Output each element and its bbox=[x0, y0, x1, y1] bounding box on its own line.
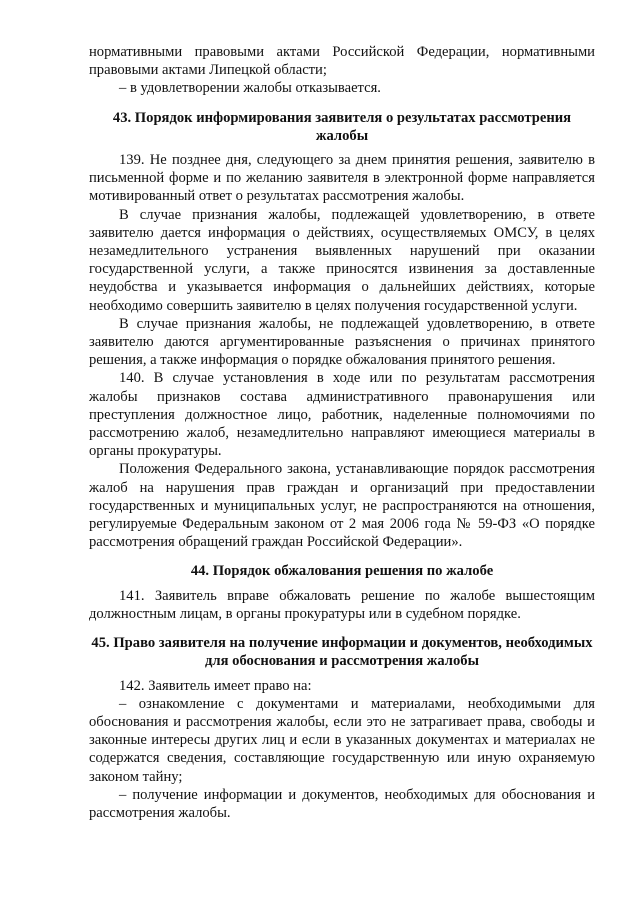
paragraph-139-satisfied: В случае признания жалобы, подлежащей удовлетворению, в ответе заявителю дается информация о действиях, осуществляемых ОМСУ, в целях незамедлительного устранения выявленных нарушений при оказании государственной услуги, а также приносятся извинения за доставленные неудобства и указывается информация о дальнейших действиях, которые необходимо совершить заявителю в целях получения государственной услуги. bbox=[89, 206, 595, 314]
section-heading-43: 43. Порядок информирования заявителя о результатах рассмотрения жалобы bbox=[112, 109, 572, 144]
paragraph-140: 140. В случае установления в ходе или по результатам рассмотрения жалобы признаков состава административного правонарушения или преступления должностное лицо, работник, наделенные полномочиями по рассмотрению жалоб, незамедлительно направляют имеющиеся материалы в органы прокуратуры. bbox=[89, 370, 595, 460]
paragraph-140-law: Положения Федерального закона, устанавливающие порядок рассмотрения жалоб на нарушения прав граждан и организаций при предоставлении государственных и муниципальных услуг, не распространяются на отношения, регулируемые Федеральным законом от 2 мая 2006 года № 59-ФЗ «О порядке рассмотрения обращений граждан Российской Федерации». bbox=[89, 461, 595, 551]
paragraph-142: 142. Заявитель имеет право на: bbox=[119, 677, 312, 694]
list-item-familiarization: – ознакомление с документами и материалами, необходимыми для обоснования и рассмотрения жалобы, если это не затрагивает права, свободы и законные интересы других лиц и если в указанных документах и материалах не содержатся сведения, составляющие государственную или иную охраняемую законом тайну; bbox=[89, 695, 595, 785]
document-body bbox=[89, 43, 595, 822]
paragraph-139-rejected: В случае признания жалобы, не подлежащей удовлетворению, в ответе заявителю даются аргументированные разъяснения о причинах принятого решения, а также информация о порядке обжалования принятого решения. bbox=[89, 315, 595, 369]
list-item-obtaining-info: – получение информации и документов, необходимых для обоснования и рассмотрения жалобы. bbox=[89, 786, 595, 821]
section-heading-44: 44. Порядок обжалования решения по жалобе bbox=[190, 563, 494, 580]
paragraph-141: 141. Заявитель вправе обжаловать решение по жалобе вышестоящим должностным лицам, в органы прокуратуры или в судебном порядке. bbox=[89, 587, 595, 622]
list-item-refusal: – в удовлетворении жалобы отказывается. bbox=[119, 80, 381, 97]
paragraph-continuation: нормативными правовыми актами Российской Федерации, нормативными правовыми актами Липецкой области; bbox=[89, 44, 595, 79]
section-heading-45: 45. Право заявителя на получение информации и документов, необходимых для обоснования и рассмотрения жалобы bbox=[91, 635, 593, 670]
paragraph-139: 139. Не позднее дня, следующего за днем принятия решения, заявителю в письменной форме и по желанию заявителя в электронной форме направляется мотивированный ответ о результатах рассмотрения жалобы. bbox=[89, 152, 595, 205]
